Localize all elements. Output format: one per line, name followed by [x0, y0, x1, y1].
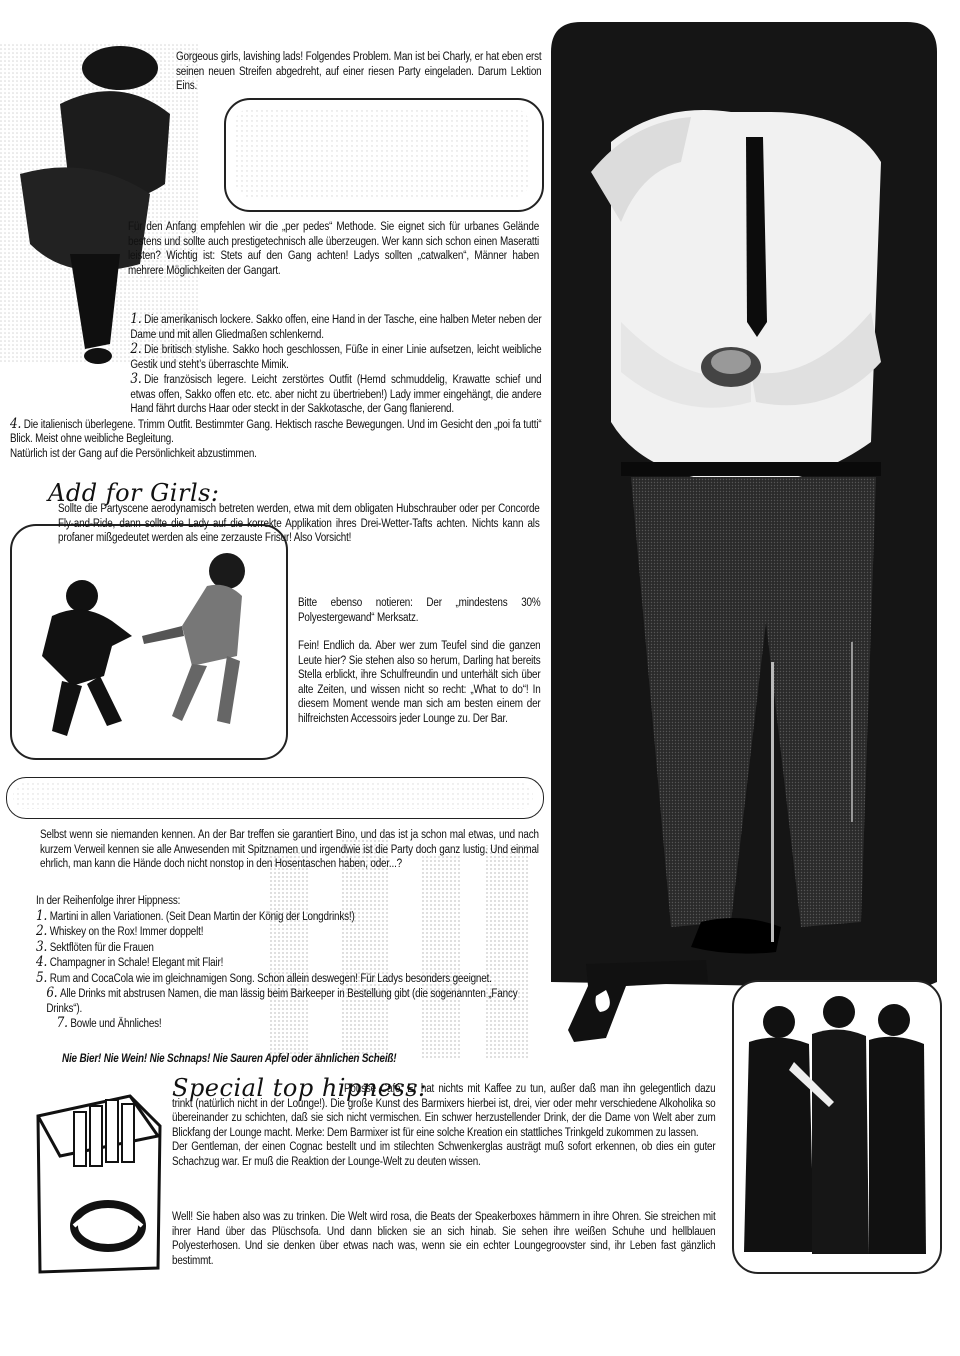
special-paragraph — [172, 1082, 716, 1169]
drink-item-7: 7. Bowle und Ähnliches! — [56, 1015, 162, 1031]
closing-text: Well! Sie haben also was zu trinken. Die Welt wird rosa, die Beats der Speakerboxes hämmern in ihre Ohren. Sie streichen mit ihrer Hand über das Plüschsofa. Und dann blicken sie an sich hinab. Sie sehen ihre weißen Schuhe und hellblauen Polyesterhosen. Und sie denken über etwas nach was, wenn sie ein echter Loungegroovster sind, ihr Leben fast gänzlich bestimmt. — [172, 1211, 716, 1267]
dancing-couple-photo — [12, 526, 282, 754]
top-title-frame — [224, 98, 544, 212]
three-men-photo — [734, 982, 936, 1268]
drink-item-5: 5. Rum and CocaCola wie im gleichnamigen Song. Schon allein deswegen! Für Ladys besonders geeignet. — [36, 969, 492, 986]
drink-item-3: 3. Sektflöten für die Frauen — [36, 938, 154, 955]
girls-heading: Add for Girls: — [48, 479, 220, 507]
drink-item-1: 1. Martini in allen Variationen. (Seit Dean Martin der König der Longdrinks!) — [36, 907, 355, 924]
gait-item-4: 4. Die italienisch überlegene. Trimm Outfit. Bestimmter Gang. Hektisch rasche Bewegungen. Und im Gesicht den „poi fa tutti“ Blick. Meist ohne weibliche Begleitung. — [10, 415, 542, 445]
drinks-list-intro: In der Reihenfolge ihrer Hippness: — [36, 895, 181, 907]
lounge-text: Fein! Endlich da. Aber wer zum Teufel sind die ganzen Leute hier? Sie stehen also so herum, Darling hat bereits Stella erblickt, ihre Schulfreundin und unterhält sich über alte Zeiten, und wissen nicht so recht: „What to do“! In diesem Moment wende man sich am besten einem der hilfreichsten Accessoirs jeder Lounge zu. Der Bar. — [298, 640, 541, 725]
dancing-couple-frame — [10, 524, 288, 760]
drinks-warning: Nie Bier! Nie Wein! Nie Schnaps! Nie Sauren Apfel oder ähnlichen Scheiß! — [62, 1053, 397, 1065]
gait-item-3: 3. Die französisch legere. Leicht zerstörtes Outfit (Hemd schmuddelig, Krawatte schief und etwas offen, Sakko offen etc. etc. aber nicht zu übertrieben!) Lady immer eingehängt, die andere Hand fährt durchs Haar oder steckt in der Sakkotasche, der Gang flanierend. — [130, 371, 542, 415]
gait-paragraph — [128, 220, 539, 278]
girls-text: Sollte die Partyscene aerodynamisch betreten werden, etwa mit dem obligaten Hubschrauber oder per Concorde Fly-and-Ride, dann sollte die Lady auf die korrekte Applikation ihres Drei-Wetter-Tafts achten. Nichts kann als profaner mißgedeutet werden als eine zerzauste Frisur! Also Vorsicht! — [58, 503, 540, 544]
drink-item-2: 2. Whiskey on the Rox! Immer doppelt! — [36, 923, 204, 939]
pousse-cafe-text: Pousse Café: Er hat nichts mit Kaffee zu tun, außer daß man ihn gelegentlich dazu trinkt (natürlich nicht in der Lounge!). Die große Kunst des Barmixers hierbei ist, drei, vier oder mehr verschiedene Alkoholika so übereinander zu schichten, daß sie sich nicht vermischen. Ein schwer herzustellender Drink, der die Dame von Welt aber zum Blickfang der Lounge macht. Merke: Dem Barmixer ist für eine solche Kreation ein stattliches Trinkgeld zukommen zu lassen. — [172, 1083, 716, 1139]
special-heading: Special top hipness: — [172, 1074, 427, 1102]
drinks-list — [36, 894, 535, 1032]
girls-merksatz: Bitte ebenso notieren: Der „mindestens 30% Polyestergewand“ Merksatz. — [298, 597, 541, 624]
gait-item-1: 1. Die amerikanisch lockere. Sakko offen, eine Hand in der Tasche, eine halben Meter neben der Dame und mit allen Gliedmaßen schlenkernd. — [130, 311, 542, 341]
intro-text: Gorgeous girls, lavishing lads! Folgendes Problem. Man ist bei Charly, er hat eben erst seinen neuen Streifen abgedreht, auf einer riesen Party eingeladen. Darum Lektion Eins. — [176, 51, 542, 92]
drink-item-6: 6. Alle Drinks mit abstrusen Namen, die man lässig beim Barkeeper in Bestellung gibt (die sogenannten „Fancy Drinks“). — [46, 985, 518, 1015]
bar-paragraph — [40, 828, 539, 872]
gait-text: Für den Anfang empfehlen wir die „per pedes“ Methode. Sie eignet sich für urbanes Gelände bestens und sollte auch prestigetechnisch alle überzeugen. Wer kann sich schon einen Maseratti leisten? Wichtig ist: Stets auf den Gang achten! Ladys sollten „catwalken“, Männer haben mehrere Möglichkeiten der Gangart. — [128, 221, 540, 277]
cognac-text: Der Gentleman, der einen Cognac bestellt und im stilechten Schwenkerglas austrägt muß sofort erkennen, ob dies ein guter Schachzug war. Er muß die Reaktion der Lounge-Welt zu deuten wissen. — [172, 1141, 716, 1168]
intro-paragraph — [176, 50, 542, 94]
closing-paragraph — [172, 1210, 716, 1268]
girls-paragraph — [58, 502, 540, 546]
gait-closing: Natürlich ist der Gang auf die Persönlichkeit abzustimmen. — [10, 447, 257, 460]
girls-right-column — [298, 596, 541, 726]
man-in-shirt-photo — [551, 22, 937, 998]
drink-item-4: 4. Champagner in Schale! Elegant mit Flair! — [36, 954, 224, 970]
gait-item-2: 2. Die britisch stylishe. Sakko hoch geschlossen, Füße in einer Linie aufsetzen, leicht weibliche Gestik und steht’s überraschte Mimik. — [130, 341, 542, 371]
three-men-frame — [732, 980, 942, 1274]
bar-text: Selbst wenn sie niemanden kennen. An der Bar treffen sie garantiert Bino, und das ist ja schon mal etwas, und nach kurzem Verweil kennen sie alle Anwesenden mit Spitznamen und irgendwie ist die Party doch ganz lustig. Und einmal ehrlich, man kann die Hände doch nicht nonstop in den Hosentaschen haben, oder...? — [40, 829, 539, 870]
pistol-icon — [566, 956, 712, 1044]
cigarette-pack-icon — [30, 1086, 166, 1276]
section-title-bar — [6, 777, 544, 819]
gait-list — [10, 312, 541, 461]
